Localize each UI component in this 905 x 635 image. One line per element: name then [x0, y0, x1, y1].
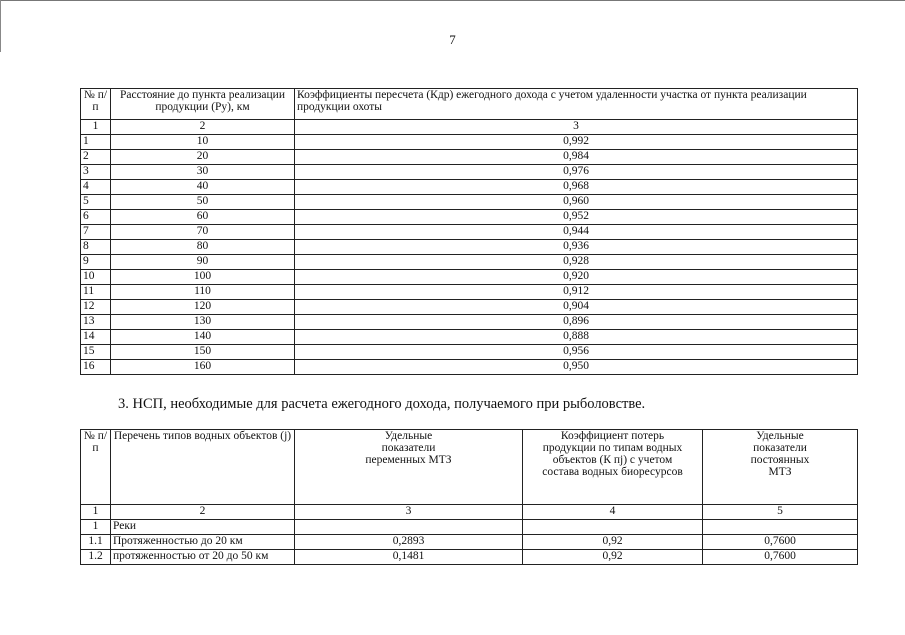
table-row: [81, 195, 858, 210]
table-cell: 0,904: [295, 300, 858, 315]
table-header-row: [81, 430, 858, 505]
table-cell: 5: [81, 195, 111, 210]
table-body: [81, 135, 858, 375]
table-row: [81, 225, 858, 240]
table-row: [81, 330, 858, 345]
table-cell: 0,888: [295, 330, 858, 345]
table-cell: 2: [81, 150, 111, 165]
table-cell: 0,92: [523, 550, 703, 565]
table-cell: 150: [111, 345, 295, 360]
col-number: 1: [81, 120, 111, 135]
table-cell: 0,896: [295, 315, 858, 330]
header-constant-costs-text: Удельные показатели постоянных МТЗ: [750, 430, 810, 478]
table-row: [81, 165, 858, 180]
header-variable-costs-text: Удельные показатели переменных МТЗ: [365, 430, 452, 466]
header-coefficient: Коэффициенты пересчета (Кдр) ежегодного дохода с учетом удаленности участка от пункта реализации продукции охоты: [295, 89, 858, 120]
column-number-row: [81, 505, 858, 520]
table-cell: 12: [81, 300, 111, 315]
table-row: [81, 210, 858, 225]
table-cell: 0,956: [295, 345, 858, 360]
header-constant-costs: [703, 430, 858, 505]
table-cell: 60: [111, 210, 295, 225]
table-row: [81, 285, 858, 300]
col-number: 2: [111, 120, 295, 135]
distance-coefficient-table: [80, 88, 858, 375]
table-cell: 1: [81, 135, 111, 150]
table-row: [81, 135, 858, 150]
col-number: 3: [295, 120, 858, 135]
col-number: 3: [295, 505, 523, 520]
table-cell: 4: [81, 180, 111, 195]
table-row: [81, 360, 858, 375]
table-cell: 6: [81, 210, 111, 225]
table-cell: [295, 520, 523, 535]
table-cell: [523, 520, 703, 535]
header-num: № п/п: [81, 89, 111, 120]
table-cell: 110: [111, 285, 295, 300]
table-cell: Протяженностью до 20 км: [111, 535, 295, 550]
table-row: [81, 300, 858, 315]
table-cell: 0,950: [295, 360, 858, 375]
table-cell: 7: [81, 225, 111, 240]
table-row: [81, 345, 858, 360]
table-cell: 0,960: [295, 195, 858, 210]
page-number: 7: [449, 32, 456, 47]
table-cell: 90: [111, 255, 295, 270]
header-num-text: № п/п: [83, 430, 108, 454]
table-row: [81, 535, 858, 550]
table-cell: 3: [81, 165, 111, 180]
table-cell: 0,928: [295, 255, 858, 270]
fishing-parameters-table: [80, 429, 858, 565]
table-cell: 140: [111, 330, 295, 345]
table-cell: 14: [81, 330, 111, 345]
table-header-row: [81, 89, 858, 120]
col-number: 2: [111, 505, 295, 520]
header-loss-coefficient: [523, 430, 703, 505]
col-number: 5: [703, 505, 858, 520]
table-cell: 0,936: [295, 240, 858, 255]
table-cell: 0,1481: [295, 550, 523, 565]
table-cell: 16: [81, 360, 111, 375]
col-number: 4: [523, 505, 703, 520]
table-cell: 0,944: [295, 225, 858, 240]
table-cell: 130: [111, 315, 295, 330]
header-loss-coefficient-text: Коэффициент потерь продукции по типам водных объектов (К пj) с учетом состава водных биоресурсов: [542, 430, 683, 478]
table-cell: 30: [111, 165, 295, 180]
table-cell: 0,7600: [703, 535, 858, 550]
table-row: [81, 270, 858, 285]
table-cell: 11: [81, 285, 111, 300]
col-number: 1: [81, 505, 111, 520]
scan-edge-top: [0, 0, 905, 1]
table-cell: 0,984: [295, 150, 858, 165]
table-row: [81, 520, 858, 535]
table-cell: 0,968: [295, 180, 858, 195]
table-cell: 10: [81, 270, 111, 285]
table-cell: 120: [111, 300, 295, 315]
table-cell: 13: [81, 315, 111, 330]
table-cell: 0,7600: [703, 550, 858, 565]
table-cell: 9: [81, 255, 111, 270]
table-cell: 0,92: [523, 535, 703, 550]
table-cell: 0,920: [295, 270, 858, 285]
table-row: [81, 315, 858, 330]
table-row: [81, 255, 858, 270]
table-cell: Реки: [111, 520, 295, 535]
table-cell: 0,912: [295, 285, 858, 300]
table-cell: 1: [81, 520, 111, 535]
header-num: [81, 430, 111, 505]
table-cell: 0,976: [295, 165, 858, 180]
table-body: [81, 520, 858, 565]
table-cell: 100: [111, 270, 295, 285]
header-distance: Расстояние до пункта реализации продукции (Ру), км: [111, 89, 295, 120]
table-cell: 0,992: [295, 135, 858, 150]
table-cell: 20: [111, 150, 295, 165]
table-cell: 8: [81, 240, 111, 255]
table-cell: 70: [111, 225, 295, 240]
column-number-row: [81, 120, 858, 135]
table-cell: 80: [111, 240, 295, 255]
header-water-types: [111, 430, 295, 505]
header-water-types-text: Перечень типов водных объектов (j): [113, 430, 292, 442]
table-row: [81, 180, 858, 195]
section-heading: 3. НСП, необходимые для расчета ежегодного дохода, получаемого при рыболовстве.: [118, 396, 646, 412]
table-cell: 0,2893: [295, 535, 523, 550]
table-cell: 1.1: [81, 535, 111, 550]
table-cell: 50: [111, 195, 295, 210]
table-cell: 1.2: [81, 550, 111, 565]
table-cell: [703, 520, 858, 535]
table-cell: 40: [111, 180, 295, 195]
table-row: [81, 550, 858, 565]
table-cell: 0,952: [295, 210, 858, 225]
header-variable-costs: [295, 430, 523, 505]
table-cell: протяженностью от 20 до 50 км: [111, 550, 295, 565]
table-cell: 160: [111, 360, 295, 375]
table-row: [81, 240, 858, 255]
table-cell: 15: [81, 345, 111, 360]
table-row: [81, 150, 858, 165]
table-cell: 10: [111, 135, 295, 150]
